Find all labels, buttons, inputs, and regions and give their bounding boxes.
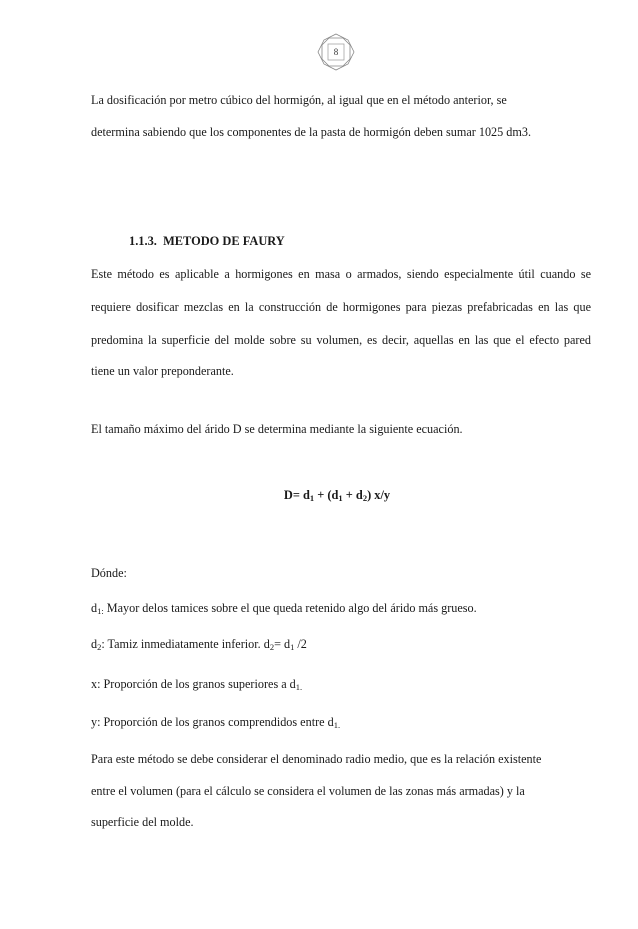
d2-text-3: /2 <box>294 637 307 651</box>
intro-line-1: La dosificación por metro cúbico del hormigón, al igual que en el método anterior, se <box>91 93 507 107</box>
d2-subscript-3: 1 <box>290 642 295 652</box>
paragraph2: El tamaño máximo del árido D se determina mediante la siguiente ecuación. <box>91 422 463 436</box>
d2-symbol: d <box>91 637 98 651</box>
eq-part-1: D= d <box>283 488 310 502</box>
section-title: METODO DE FAURY <box>163 234 285 248</box>
eq-sub-3: 2 <box>362 493 368 503</box>
x-text: x: Proporción de los granos superiores a d <box>91 677 296 691</box>
definition-x <box>91 677 302 692</box>
x-subscript: 1. <box>295 682 303 692</box>
d2-text: : Tamiz inmediatamente inferior. d <box>101 637 270 651</box>
eq-sub-1: 1 <box>309 493 315 503</box>
d1-subscript: 1: <box>97 606 104 616</box>
d1-symbol: d <box>91 601 98 615</box>
definition-y <box>91 715 340 730</box>
paragraph3-line-1: Para este método se debe considerar el denominado radio medio, que es la relación existente <box>91 752 542 766</box>
d2-subscript: 2 <box>97 642 102 652</box>
paragraph3-line-3: superficie del molde. <box>91 815 194 829</box>
paragraph1-line-4: tiene un valor preponderante. <box>91 364 234 378</box>
paragraph3-line-2: entre el volumen (para el cálculo se considera el volumen de las zonas más armadas) y la <box>91 784 525 798</box>
d1-text: Mayor delos tamices sobre el que queda retenido algo del árido más grueso. <box>103 601 477 615</box>
faury-equation <box>0 488 638 503</box>
definition-d1 <box>91 601 477 616</box>
d2-subscript-2: 2 <box>269 642 275 652</box>
y-text: y: Proporción de los granos comprendidos entre d <box>91 715 334 729</box>
section-heading <box>129 234 285 249</box>
page-number: 8 <box>333 47 339 57</box>
eq-part-2: + (d <box>314 488 339 502</box>
definition-d2 <box>91 637 307 652</box>
page-number-badge <box>317 33 355 71</box>
paragraph1-line-2: requiere dosificar mezclas en la construcción de hormigones para piezas prefabricadas en las que <box>91 300 591 314</box>
paragraph1-line-1: Este método es aplicable a hormigones en masa o armados, siendo especialmente útil cuando se <box>91 267 591 281</box>
eq-part-3: + d <box>342 488 363 502</box>
d2-text-2: = d <box>274 637 291 651</box>
donde-label: Dónde: <box>91 566 127 580</box>
paragraph1-line-3: predomina la superficie del molde sobre su volumen, es decir, aquellas en las que el efecto pared <box>91 333 591 347</box>
eq-sub-2: 1 <box>338 493 343 503</box>
y-subscript: 1. <box>333 720 341 730</box>
intro-line-2: determina sabiendo que los componentes de la pasta de hormigón deben sumar 1025 dm3. <box>91 125 531 139</box>
section-number: 1.1.3. <box>129 234 157 248</box>
eq-part-4: ) x/y <box>367 488 391 502</box>
